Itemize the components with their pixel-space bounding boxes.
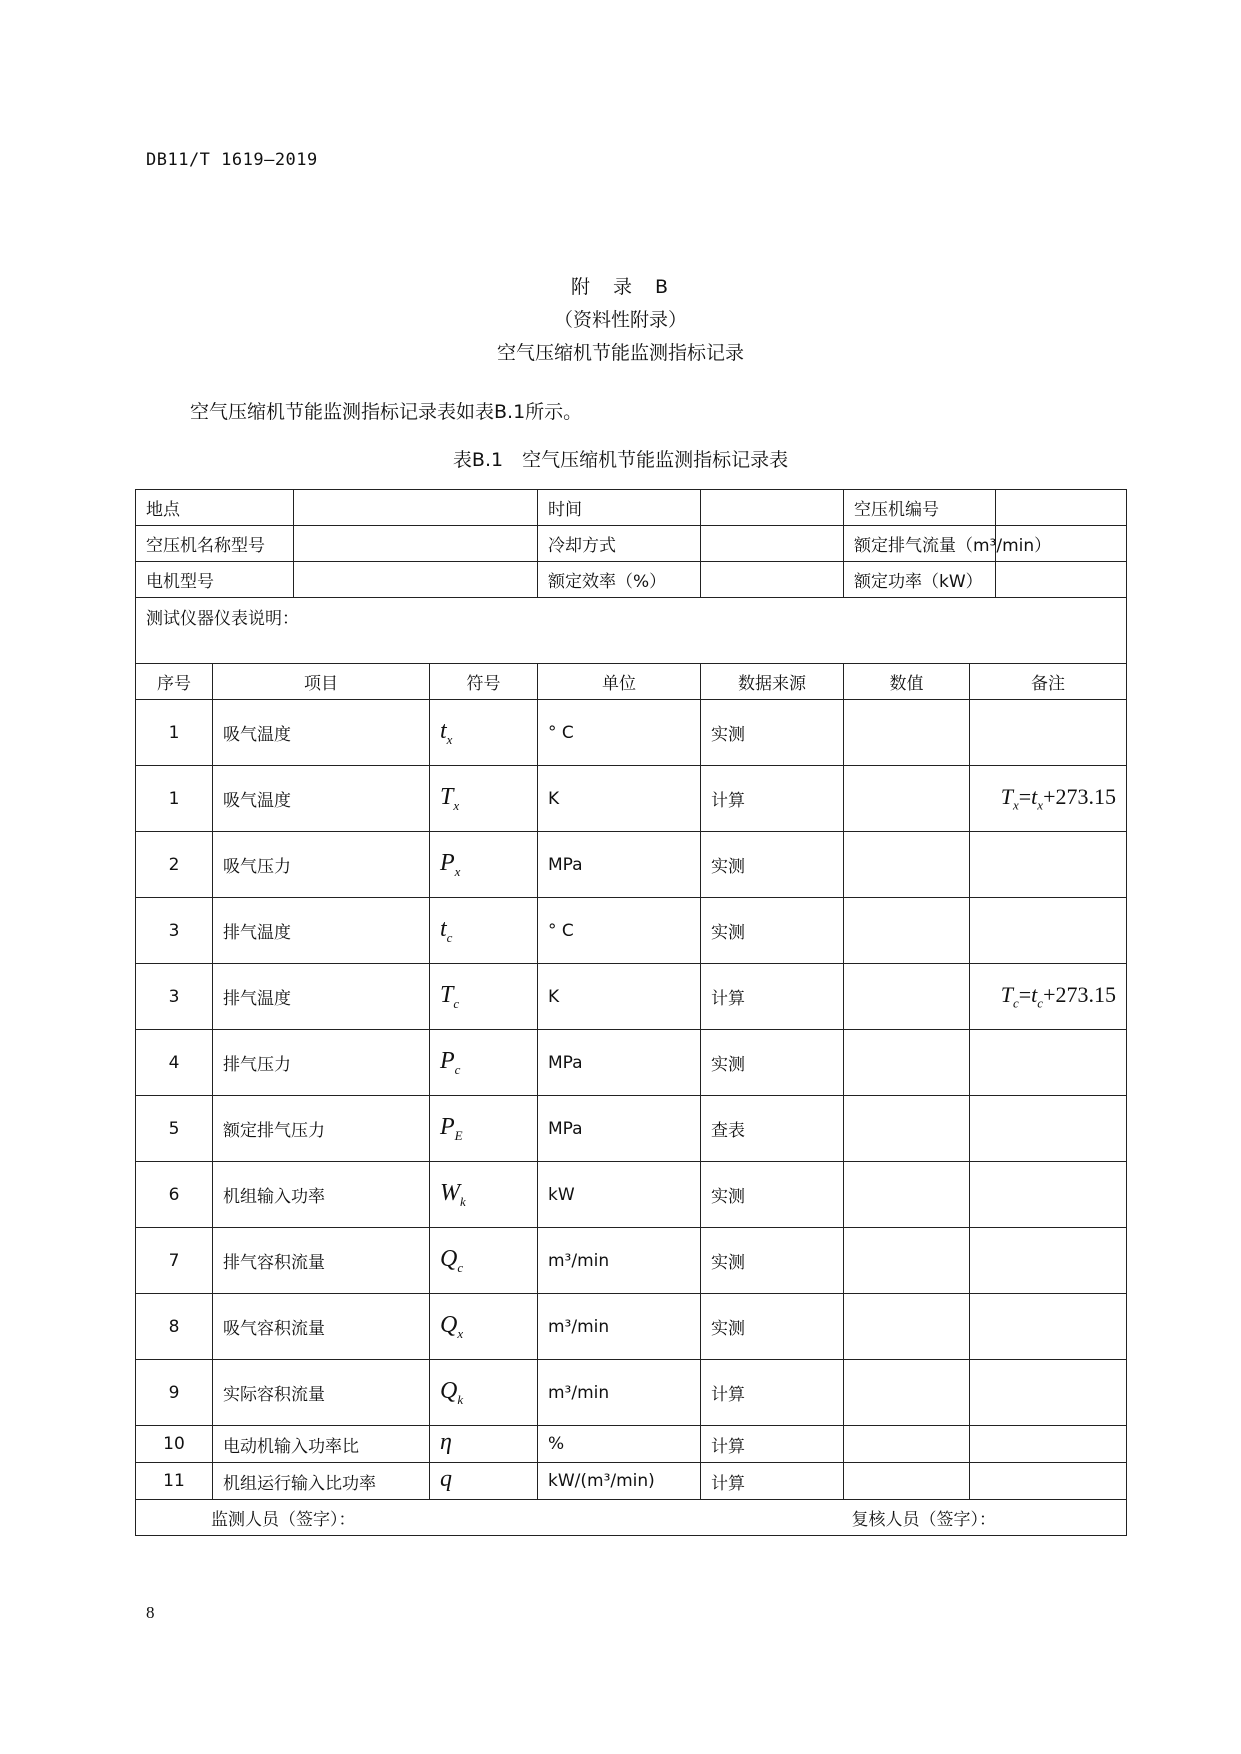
label-rated-eff: 额定效率（%）: [538, 562, 701, 598]
row-symbol: [430, 700, 538, 766]
row-value[interactable]: [844, 766, 970, 832]
symbol-sub: c: [453, 995, 460, 1011]
row-symbol: [430, 766, 538, 832]
rated-power-value[interactable]: [996, 562, 1127, 598]
row-seq: 9: [136, 1360, 213, 1426]
row-remark[interactable]: [970, 964, 1127, 1030]
row-seq: 10: [136, 1426, 213, 1463]
col-item: 项目: [213, 664, 430, 700]
row-item: 吸气压力: [213, 832, 430, 898]
cooling-value[interactable]: [701, 526, 844, 562]
row-remark[interactable]: [970, 1360, 1127, 1426]
row-source: 实测: [701, 1228, 844, 1294]
symbol-main: t: [440, 717, 447, 744]
row-symbol: [430, 1360, 538, 1426]
table-row: [136, 766, 1127, 832]
row-source: 实测: [701, 1162, 844, 1228]
row-unit: ° C: [538, 700, 701, 766]
table-row: [136, 1294, 1127, 1360]
row-source: 实测: [701, 1294, 844, 1360]
row-symbol: [430, 1463, 538, 1500]
symbol-main: T: [440, 981, 454, 1008]
row-unit: %: [538, 1426, 701, 1463]
symbol-sub: c: [457, 1259, 464, 1275]
row-value[interactable]: [844, 1360, 970, 1426]
row-remark[interactable]: [970, 1426, 1127, 1463]
label-instruments[interactable]: 测试仪器仪表说明：: [136, 598, 1127, 664]
table-row: [136, 1463, 1127, 1500]
col-value: 数值: [844, 664, 970, 700]
row-unit: MPa: [538, 832, 701, 898]
rated-eff-value[interactable]: [701, 562, 844, 598]
row-unit: m³/min: [538, 1360, 701, 1426]
row-value[interactable]: [844, 898, 970, 964]
row-remark[interactable]: [970, 832, 1127, 898]
table-row: [136, 1162, 1127, 1228]
row-remark[interactable]: [970, 1294, 1127, 1360]
symbol-main: P: [440, 1113, 455, 1140]
intro-paragraph: 空气压缩机节能监测指标记录表如表B.1所示。: [190, 401, 583, 423]
row-unit: MPa: [538, 1030, 701, 1096]
table-row: [136, 1030, 1127, 1096]
row-symbol: [430, 832, 538, 898]
symbol-sub: x: [446, 731, 453, 747]
row-symbol: [430, 964, 538, 1030]
row-symbol: [430, 1426, 538, 1463]
reviewer-signature: 复核人员（签字）：: [851, 1510, 996, 1530]
row-remark[interactable]: [970, 898, 1127, 964]
info-row-2: [136, 526, 1127, 562]
symbol-sub: x: [453, 797, 460, 813]
row-source: 查表: [701, 1096, 844, 1162]
row-remark[interactable]: [970, 1096, 1127, 1162]
row-remark[interactable]: [970, 700, 1127, 766]
label-rated-power: 额定功率（kW）: [844, 562, 996, 598]
row-item: 实际容积流量: [213, 1360, 430, 1426]
row-remark[interactable]: [970, 1228, 1127, 1294]
symbol-sub: c: [446, 929, 453, 945]
location-value[interactable]: [294, 490, 538, 526]
row-source: 计算: [701, 1426, 844, 1463]
row-item: 吸气容积流量: [213, 1294, 430, 1360]
symbol-sub: c: [454, 1061, 461, 1077]
table-row: [136, 964, 1127, 1030]
row-value[interactable]: [844, 1228, 970, 1294]
label-location: 地点: [136, 490, 294, 526]
col-symbol: 符号: [430, 664, 538, 700]
row-seq: 6: [136, 1162, 213, 1228]
row-source: 实测: [701, 832, 844, 898]
col-seq: 序号: [136, 664, 213, 700]
row-source: 实测: [701, 700, 844, 766]
symbol-main: Q: [440, 1311, 458, 1338]
table-row: [136, 1228, 1127, 1294]
symbol-main: η: [440, 1429, 452, 1456]
monitor-signature: 监测人员（签字）：: [211, 1510, 356, 1530]
symbol-main: P: [440, 1047, 455, 1074]
row-value[interactable]: [844, 1294, 970, 1360]
row-value[interactable]: [844, 700, 970, 766]
label-motor-model: 电机型号: [136, 562, 294, 598]
table-row: [136, 1096, 1127, 1162]
symbol-main: P: [440, 849, 455, 876]
signature-row: [136, 1500, 1127, 1536]
symbol-main: t: [440, 915, 447, 942]
row-symbol: [430, 1030, 538, 1096]
row-unit: kW/(m³/min): [538, 1463, 701, 1500]
row-seq: 2: [136, 832, 213, 898]
info-row-3: [136, 562, 1127, 598]
symbol-main: Q: [440, 1377, 458, 1404]
row-symbol: [430, 1228, 538, 1294]
row-unit: m³/min: [538, 1228, 701, 1294]
row-item: 额定排气压力: [213, 1096, 430, 1162]
row-value[interactable]: [844, 1030, 970, 1096]
symbol-main: T: [440, 783, 454, 810]
row-source: 计算: [701, 766, 844, 832]
appendix-title: 附 录 B: [570, 276, 671, 298]
symbol-sub: x: [454, 863, 461, 879]
row-item: 排气温度: [213, 964, 430, 1030]
row-remark[interactable]: [970, 1463, 1127, 1500]
col-source: 数据来源: [701, 664, 844, 700]
row-source: 实测: [701, 898, 844, 964]
row-seq: 4: [136, 1030, 213, 1096]
label-time: 时间: [538, 490, 701, 526]
table-row: [136, 898, 1127, 964]
symbol-sub: E: [454, 1127, 463, 1143]
row-symbol: [430, 1162, 538, 1228]
appendix-subtitle: （资料性附录）: [553, 309, 687, 331]
row-item: 排气温度: [213, 898, 430, 964]
row-seq: 7: [136, 1228, 213, 1294]
row-remark[interactable]: [970, 1030, 1127, 1096]
row-unit: MPa: [538, 1096, 701, 1162]
row-symbol: [430, 1294, 538, 1360]
standard-code: DB11/T 1619—2019: [146, 150, 318, 170]
row-seq: 3: [136, 964, 213, 1030]
row-source: 计算: [701, 1360, 844, 1426]
record-table: [135, 489, 1127, 1536]
row-item: 排气压力: [213, 1030, 430, 1096]
column-header-row: [136, 664, 1127, 700]
page-number: 8: [146, 1603, 155, 1622]
row-value[interactable]: [844, 1426, 970, 1463]
col-remark: 备注: [970, 664, 1127, 700]
symbol-sub: k: [457, 1391, 464, 1407]
row-item: 电动机输入功率比: [213, 1426, 430, 1463]
symbol-sub: x: [457, 1325, 464, 1341]
instrument-row: [136, 598, 1127, 664]
row-value[interactable]: [844, 832, 970, 898]
row-item: 吸气温度: [213, 700, 430, 766]
row-unit: kW: [538, 1162, 701, 1228]
row-seq: 3: [136, 898, 213, 964]
table-row: [136, 832, 1127, 898]
table-caption: 表B.1 空气压缩机节能监测指标记录表: [452, 449, 789, 471]
signature-cell[interactable]: [136, 1500, 1127, 1536]
motor-model-value[interactable]: [294, 562, 538, 598]
remark-formula: $T_x=t_x+273.15$: [1000, 783, 1116, 813]
row-remark[interactable]: [970, 1162, 1127, 1228]
row-value[interactable]: [844, 964, 970, 1030]
symbol-main: Q: [440, 1245, 458, 1272]
row-source: 计算: [701, 1463, 844, 1500]
info-row-1: [136, 490, 1127, 526]
row-seq: 1: [136, 766, 213, 832]
row-unit: m³/min: [538, 1294, 701, 1360]
row-source: 实测: [701, 1030, 844, 1096]
compressor-model-value[interactable]: [294, 526, 538, 562]
label-compressor-no: 空压机编号: [844, 490, 996, 526]
appendix-name: 空气压缩机节能监测指标记录: [496, 342, 744, 364]
row-remark[interactable]: [970, 766, 1127, 832]
row-unit: ° C: [538, 898, 701, 964]
table-row: [136, 1360, 1127, 1426]
row-seq: 1: [136, 700, 213, 766]
row-value[interactable]: [844, 1463, 970, 1500]
symbol-main: W: [440, 1179, 460, 1206]
label-rated-flow: 额定排气流量（m³/min）: [844, 526, 996, 562]
compressor-no-value[interactable]: [996, 490, 1127, 526]
row-unit: K: [538, 766, 701, 832]
remark-formula: $T_c=t_c+273.15$: [1000, 981, 1116, 1011]
row-item: 机组输入功率: [213, 1162, 430, 1228]
row-seq: 8: [136, 1294, 213, 1360]
row-symbol: [430, 1096, 538, 1162]
label-cooling: 冷却方式: [538, 526, 701, 562]
row-source: 计算: [701, 964, 844, 1030]
row-item: 机组运行输入比功率: [213, 1463, 430, 1500]
table-row: [136, 700, 1127, 766]
table-row: [136, 1426, 1127, 1463]
symbol-sub: k: [460, 1193, 466, 1209]
time-value[interactable]: [701, 490, 844, 526]
row-seq: 5: [136, 1096, 213, 1162]
label-compressor-model: 空压机名称型号: [136, 526, 294, 562]
col-unit: 单位: [538, 664, 701, 700]
row-value[interactable]: [844, 1162, 970, 1228]
row-item: 吸气温度: [213, 766, 430, 832]
row-item: 排气容积流量: [213, 1228, 430, 1294]
symbol-main: q: [440, 1466, 452, 1493]
row-symbol: [430, 898, 538, 964]
row-value[interactable]: [844, 1096, 970, 1162]
row-seq: 11: [136, 1463, 213, 1500]
row-unit: K: [538, 964, 701, 1030]
